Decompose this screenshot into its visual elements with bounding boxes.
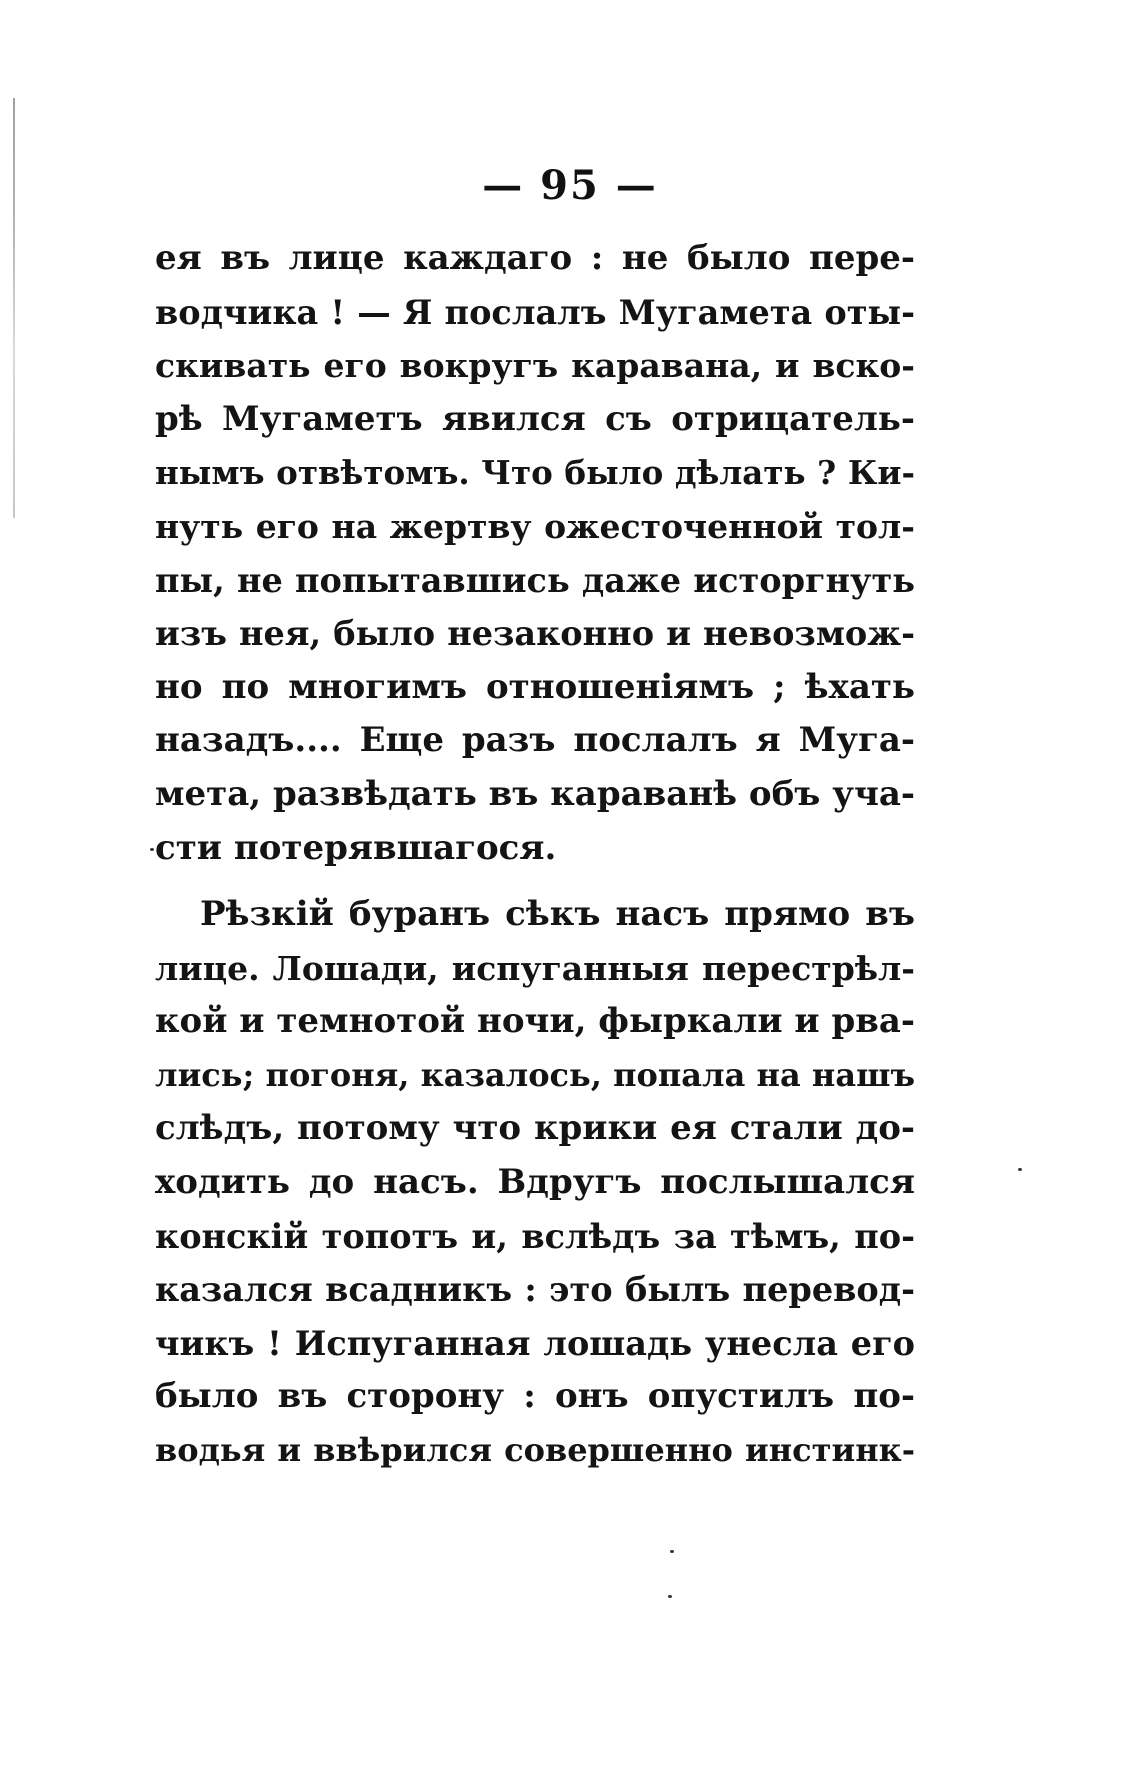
ink-speck: [670, 1550, 674, 1553]
page-number: — 95 —: [482, 162, 658, 209]
ink-speck: [1018, 1168, 1022, 1171]
text-line: конскій топотъ и, вслѣдъ за тѣмъ, по-: [155, 1216, 915, 1256]
text-line: водья и ввѣрился совершенно инстинк-: [155, 1430, 915, 1469]
text-line: слѣдъ, потому что крики ея стали до-: [155, 1108, 915, 1149]
text-line: было въ сторону : онъ опустилъ по-: [155, 1376, 915, 1417]
text-line: скивать его вокругъ каравана, и вско-: [155, 346, 915, 386]
text-line: но по многимъ отношеніямъ ; ѣхать: [155, 666, 915, 707]
text-line: рѣ Мугаметъ явился съ отрицатель-: [155, 398, 915, 439]
text-line: водчика ! — Я послалъ Мугамета оты-: [155, 292, 915, 332]
ink-speck: [668, 1595, 672, 1598]
text-line: Рѣзкій буранъ сѣкъ насъ прямо въ: [200, 894, 915, 934]
text-line: кой и темнотой ночи, фыркали и рва-: [155, 1001, 916, 1042]
text-line: ея въ лице каждаго : не было пере-: [155, 238, 915, 278]
text-line: сти потерявшагося.: [155, 827, 557, 868]
text-line: мета, развѣдать въ караванѣ объ уча-: [155, 773, 915, 814]
text-line: пы, не попытавшись даже исторгнуть: [155, 560, 915, 600]
text-line: казался всадникъ : это былъ перевод-: [155, 1270, 915, 1310]
text-line: лись; погоня, казалось, попала на нашъ: [155, 1055, 915, 1094]
paragraph-2: [155, 888, 915, 1478]
ink-speck: [150, 848, 154, 851]
text-line: лице. Лошади, испуганныя перестрѣл-: [155, 948, 915, 988]
text-line: изъ нея, было незаконно и невозмож-: [155, 614, 915, 654]
paragraph-1: [155, 232, 915, 875]
text-line: ходить до насъ. Вдругъ послышался: [155, 1161, 915, 1202]
text-line: нуть его на жертву ожесточенной тол-: [155, 506, 915, 546]
text-line: чикъ ! Испуганная лошадь унесла его: [155, 1323, 915, 1363]
text-line: назадъ.... Еще разъ послалъ я Муга-: [155, 720, 915, 761]
text-line: нымъ отвѣтомъ. Что было дѣлать ? Ки-: [155, 453, 915, 493]
scan-edge-line: [13, 98, 15, 518]
